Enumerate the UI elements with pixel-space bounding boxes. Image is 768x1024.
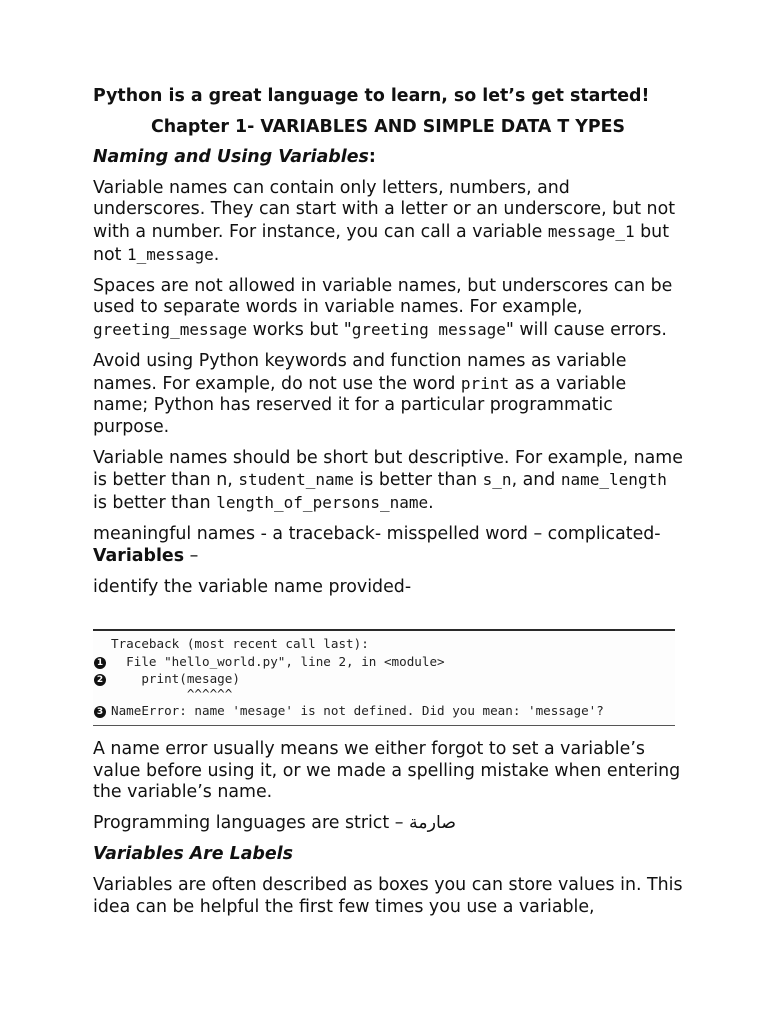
section-heading-text: Naming and Using Variables	[93, 147, 369, 168]
code-student-name: student_name	[238, 470, 354, 490]
text-run: works but "	[247, 319, 352, 340]
section-heading-labels: Variables Are Labels	[93, 844, 293, 865]
code-line: ^^^^^^	[111, 686, 233, 701]
section-heading-colon: :	[368, 147, 376, 168]
arabic-word: صارمة	[408, 813, 457, 834]
page-title: Python is a great language to learn, so let’s get started!	[93, 86, 650, 106]
text-run: , and	[511, 470, 561, 491]
code-line: Traceback (most recent call last):	[111, 636, 369, 651]
paragraph-spaces	[93, 276, 683, 342]
paragraph-keywords	[93, 351, 683, 438]
paragraph-boxes: Variables are often described as boxes you can store values in. This idea can be helpful the first few times you use a variable,	[93, 874, 683, 917]
bold-variables: Variables	[93, 545, 185, 566]
section-heading-naming	[93, 147, 683, 169]
paragraph-identify: identify the variable name provided-	[93, 576, 412, 597]
callout-marker-3: 3	[94, 706, 106, 718]
code-name-length: name_length	[560, 470, 667, 490]
text-run: .	[213, 244, 220, 265]
text-run: .	[428, 493, 434, 513]
paragraph-notes	[93, 524, 683, 567]
text-run: Spaces are not allowed in variable names, but underscores can be used to separate words in variable names. For example,	[93, 275, 673, 318]
text-run: " will cause errors.	[505, 319, 667, 340]
text-run: Variable names can contain only letters, numbers, and underscores. They can start with a letter or an underscore, but not with a number. For instance, you can call a variable	[93, 177, 676, 242]
code-s-n: s_n	[482, 470, 512, 490]
traceback-code-block	[93, 629, 675, 726]
code-line: NameError: name 'mesage' is not defined. Did you mean: 'message'?	[111, 703, 604, 718]
chapter-heading: Chapter 1- VARIABLES AND SIMPLE DATA T YPES	[150, 116, 626, 137]
text-run: meaningful names - a traceback- misspelled word – complicated-	[93, 524, 661, 545]
code-length-of-persons-name: length_of_persons_name	[216, 493, 429, 512]
text-run: –	[184, 545, 199, 566]
code-message-1: message_1	[547, 221, 635, 241]
code-print: print	[460, 373, 510, 393]
text-run: but not	[93, 221, 670, 265]
text-run: as a variable name; Python has reserved it for a particular programmatic purpose.	[93, 373, 627, 437]
paragraph-descriptive	[93, 448, 683, 515]
document-body-continued	[93, 739, 683, 928]
code-greeting-message: greeting_message	[93, 319, 248, 339]
document-body	[93, 86, 683, 608]
callout-marker-2: 2	[94, 674, 106, 686]
code-line: print(mesage)	[111, 671, 240, 686]
code-1-message: 1_message	[127, 244, 214, 264]
text-run: is better than	[93, 493, 217, 513]
callout-marker-1: 1	[94, 657, 106, 669]
paragraph-strict	[93, 813, 683, 835]
paragraph-name-error: A name error usually means we either forgot to set a variable’s value before using it, or we made a spelling mistake when entering the variable’s name.	[93, 739, 681, 803]
text-run: Programming languages are strict –	[93, 813, 409, 834]
text-run: Avoid using Python keywords and function names as variable names. For example, do not use the word	[93, 350, 627, 394]
code-greeting-space-message: greeting message	[351, 319, 506, 339]
text-run: Variable names should be short but descriptive. For example, name is better than n,	[93, 447, 683, 491]
paragraph-naming-rules	[93, 178, 683, 266]
text-run: is better than	[353, 470, 483, 491]
code-line: File "hello_world.py", line 2, in <module>	[111, 654, 445, 669]
